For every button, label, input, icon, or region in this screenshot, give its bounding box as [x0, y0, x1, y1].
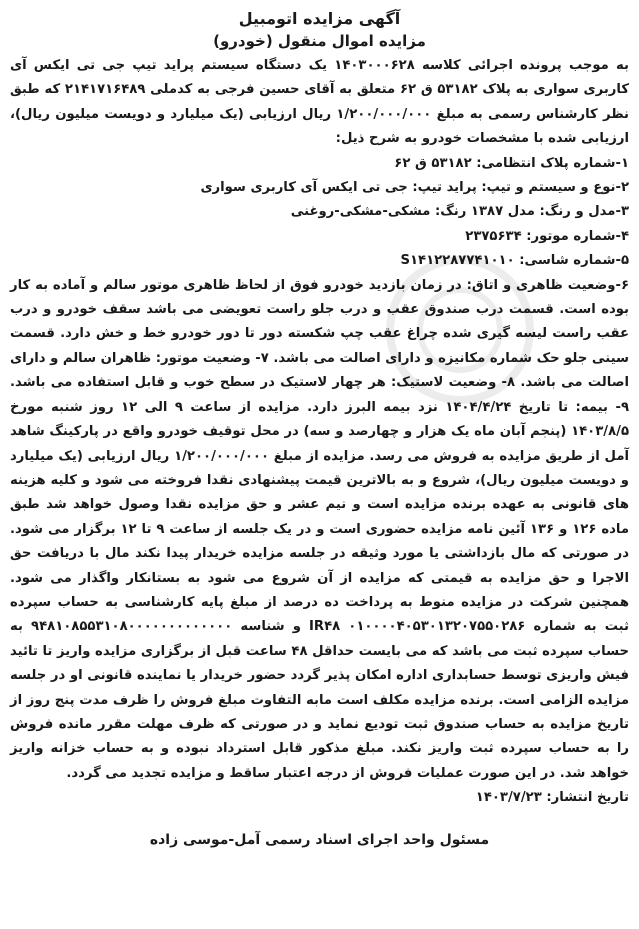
spec-item-type: ۲-نوع و سیستم و تیپ: پراید تیپ: جی تی ایکس آی کاربری سواری [200, 180, 629, 196]
notice-title: آگهی مزایده اتومبیل [238, 9, 401, 28]
publish-date [10, 786, 629, 810]
publish-date-value: ۱۴۰۳/۷/۲۳ [475, 790, 542, 806]
notice-subtitle: مزایده اموال منقول (خودرو) [213, 32, 426, 50]
signature: مسئول واحد اجرای اسناد رسمی آمل-موسی زاده [149, 831, 490, 848]
spec-item-model-color: ۳-مدل و رنگ: مدل ۱۳۸۷ رنگ: مشکی-مشکی-روغنی [290, 204, 629, 220]
publish-date-label: تاریخ انتشار: [546, 790, 629, 806]
spec-item-chassis-number: ۵-شماره شاسی: S۱۴۱۲۲۸۷۷۴۱۰۱۰ [400, 253, 629, 269]
spec-item-plate: ۱-شماره پلاک انتظامی: ۵۳۱۸۲ ق ۶۲ [394, 155, 629, 171]
notice-body: ۶-وضعیت ظاهری و اتاق: در زمان بازدید خودرو فوق از لحاظ ظاهری موتور سالم و آماده به کار بوده است. قسمت درب صندوق عقب و درب جلو راست تعویضی می باشد سقف خودرو و درب عقب راست لیسه گیری شده چراغ عقب چپ شکسته دور تا دور خودرو خط و خش دارد. قسمت سینی جلو حک شماره مکانیزه و دارای اصالت می باشد. ۷- وضعیت موتور: ظاهران سالم و دارای اصالت می باشد. ۸- وضعیت لاستیک: هر چهار لاستیک در سطح خوب و قابل استفاده می باشد. ۹- بیمه: تا تاریخ ۱۴۰۴/۴/۲۴ نزد بیمه البرز دارد. مزایده از ساعت ۹ الی ۱۲ روز شنبه مورخ ۱۴۰۳/۸/۵ (پنجم آبان ماه یک هزار و چهارصد و سه) در محل توقیف خودرو واقع در پارکینگ شاهد آمل از طریق مزایده به فروش می رسد. مزایده از مبلغ ۱/۲۰۰/۰۰۰/۰۰۰ ریال ارزیابی (یک میلیارد و دویست میلیون ریال)، شروع و به بالاترین قیمت پیشنهادی نقدا فروخته می شود و کلیه هزینه های قانونی به عهده برنده مزایده است و نیم عشر و حق مزایده نقدا وصول خواهد شد طبق ماده ۱۲۶ و ۱۳۶ آئین نامه مزایده حضوری است و در یک جلسه از ساعت ۹ تا ۱۲ برگزار می شود. در صورتی که مال بازداشتی یا مورد وثیقه در جلسه مزایده خریدار پیدا نکند مال با دریافت حق الاجرا و حق مزایده به قیمتی که مزایده از آن شروع می شود به بستانکار واگذار می شود. همچنین شرکت در مزایده منوط به پرداخت ده درصد از مبلغ پایه کارشناسی به حساب سپرده ثبت به شماره ۰۱۰۰۰۰۴۰۵۳۰۱۳۲۰۷۵۵۰۲۸۶ IR۴۸ و شناسه ۹۴۸۱۰۸۵۵۳۱۰۸۰۰۰۰۰۰۰۰۰۰۰۰۰ به حساب سپرده ثبت می باشد که می بایست حداقل ۴۸ ساعت قبل از برگزاری مزایده واریز تا تائید فیش واریزی توسط حسابداری اداره امکان پذیر گردد حضور خریدار یا نماینده قانونی او در جلسه مزایده الزامی است. برنده مزایده مکلف است مابه التفاوت مبلغ فروش را ظرف مدت پنج روز از تاریخ مزایده به حساب صندوق ثبت تودیع نماید و در صورتی که ظرف مهلت مقرر مانده فروش را به حساب سپرده ثبت واریز نکند. مبلغ مذکور قابل استرداد نبوده و به حساب خزانه واریز خواهد شد. در این صورت عملیات فروش از درجه اعتبار ساقط و مزایده تجدید می گردد. [10, 277, 630, 781]
notice-intro: به موجب پرونده اجرائی کلاسه ۱۴۰۳۰۰۰۶۲۸ یک دستگاه سیستم پراید تیپ جی تی ایکس آی کاربری سواری به پلاک ۵۳۱۸۲ ق ۶۲ متعلق به آقای حسین فرجی به کدملی ۲۱۴۱۷۱۶۴۸۹ که طبق نظر کارشناس رسمی به مبلغ ۱/۲۰۰/۰۰۰/۰۰۰ ریال ارزیابی (یک میلیارد و دویست میلیون ریال)، ارزیابی شده با مشخصات خودرو به شرح ذیل: [10, 58, 629, 147]
spec-item-engine-number: ۴-شماره موتور: ۲۳۷۵۶۳۴ [465, 228, 629, 244]
